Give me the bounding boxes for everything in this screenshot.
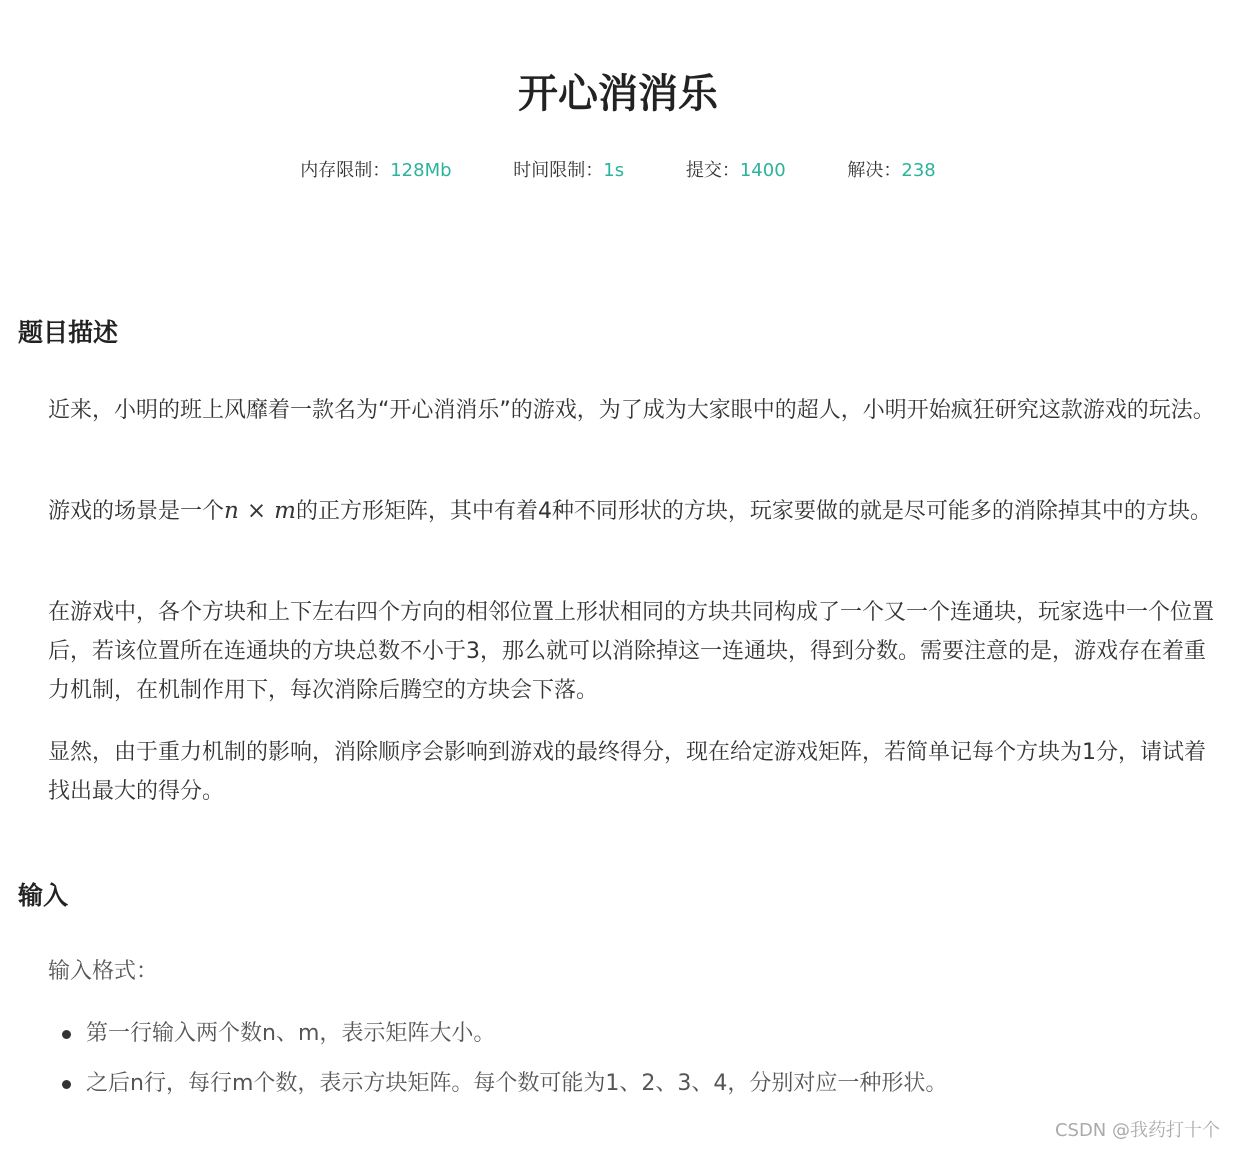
watermark: CSDN @我药打十个 <box>1054 1120 1220 1141</box>
solved <box>847 158 935 184</box>
description-paragraph-2 <box>48 492 1226 531</box>
p2-text-after: 的正方形矩阵，其中有着4种不同形状的方块，玩家要做的就是尽可能多的消除掉其中的方块。 <box>295 499 1212 524</box>
time-limit-value: 1s <box>603 160 625 181</box>
bullet-icon <box>62 1080 71 1089</box>
solved-value: 238 <box>901 160 936 181</box>
math-m: m <box>274 498 296 524</box>
memory-limit <box>300 158 451 184</box>
matrix-size-formula <box>224 498 296 524</box>
page-title: 开心消消乐 <box>518 71 718 117</box>
problem-meta <box>0 158 1236 184</box>
time-limit <box>513 158 624 184</box>
math-n: n <box>224 498 239 524</box>
list-item-text: 第一行输入两个数n、m，表示矩阵大小。 <box>86 1021 496 1046</box>
submissions-value: 1400 <box>739 160 786 181</box>
list-item <box>48 1066 947 1102</box>
memory-limit-label: 内存限制： <box>300 160 391 181</box>
submissions <box>686 158 786 184</box>
description-heading: 题目描述 <box>18 318 119 347</box>
input-heading: 输入 <box>18 881 69 910</box>
solved-label: 解决： <box>847 160 902 181</box>
p2-text-before: 游戏的场景是一个 <box>48 499 225 524</box>
input-format-list <box>48 1016 947 1116</box>
math-times: × <box>246 498 267 524</box>
memory-limit-value: 128Mb <box>390 160 452 181</box>
description-paragraph-1: 近来，小明的班上风靡着一款名为“开心消消乐”的游戏，为了成为大家眼中的超人，小明开始疯狂研究这款游戏的玩法。 <box>48 398 1215 423</box>
submissions-label: 提交： <box>685 160 740 181</box>
description-paragraph-3: 在游戏中，各个方块和上下左右四个方向的相邻位置上形状相同的方块共同构成了一个又一个连通块，玩家选中一个位置后，若该位置所在连通块的方块总数不小于3，那么就可以消除掉这一连通块，得到分数。需要注意的是，游戏存在着重力机制，在机制作用下，每次消除后腾空的方块会下落。 <box>48 600 1215 703</box>
list-item <box>48 1016 947 1052</box>
description-paragraph-4: 显然，由于重力机制的影响，消除顺序会影响到游戏的最终得分，现在给定游戏矩阵，若简单记每个方块为1分，请试着找出最大的得分。 <box>48 740 1207 804</box>
bullet-icon <box>62 1030 71 1039</box>
time-limit-label: 时间限制： <box>513 160 604 181</box>
list-item-text: 之后n行，每行m个数，表示方块矩阵。每个数可能为1、2、3、4，分别对应一种形状。 <box>86 1071 948 1096</box>
input-format-label: 输入格式： <box>48 959 159 984</box>
